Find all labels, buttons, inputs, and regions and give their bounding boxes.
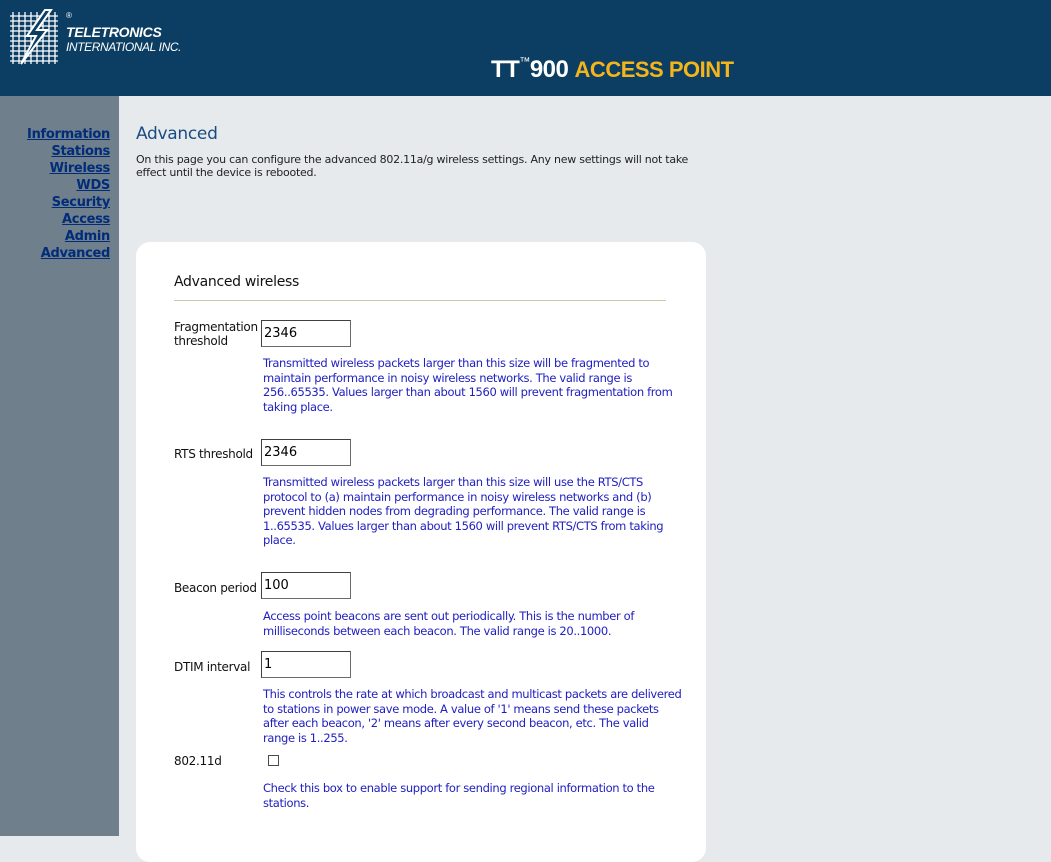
main-content [119,96,1051,836]
panel-divider [174,300,666,301]
sidebar-item-stations[interactable]: Stations [51,144,110,159]
product-number: 900 [529,56,569,83]
fragmentation-threshold-help: Transmitted wireless packets larger than this size will be fragmented to maintain performance in noisy wireless networks. The valid range is 256..65535. Values larger than about 1560 will prevent fragmentation from taking place. [263,356,673,414]
registered-mark: ® [66,11,72,20]
dot11d-label: 802.11d [174,754,222,768]
rts-threshold-help: Transmitted wireless packets larger than this size will use the RTS/CTS protocol to (a) maintain performance in noisy wireless networks and (b) prevent hidden nodes from degrading performance. The valid range is 1..65535. Values larger than about 1560 will prevent RTS/CTS from taking place. [263,475,664,547]
product-name: ACCESS POINT [574,57,734,82]
dtim-interval-label: DTIM interval [174,660,251,674]
fragmentation-threshold-label-line1: Fragmentation [174,320,258,334]
dot11d-checkbox[interactable] [268,755,279,766]
sidebar-item-advanced[interactable]: Advanced [40,246,110,261]
header-bar [0,0,1051,96]
beacon-period-input[interactable] [261,572,351,599]
sidebar-item-admin[interactable]: Admin [64,229,110,244]
brand-name: TELETRONICS [66,24,162,40]
product-trademark: ™ [519,56,530,68]
dtim-interval-help: This controls the rate at which broadcast and multicast packets are delivered to stations in power save mode. A value of '1' means send these packets after each beacon, '2' means after every second beacon, etc. The valid range is 1..255. [263,687,682,745]
panel-title: Advanced wireless [174,274,299,290]
dot11d-help: Check this box to enable support for sending regional information to the stations. [263,781,655,810]
beacon-period-help: Access point beacons are sent out periodically. This is the number of milliseconds between each beacon. The valid range is 20..1000. [263,609,635,638]
page-title: Advanced [136,124,218,144]
sidebar-item-wds[interactable]: WDS [76,178,110,193]
advanced-wireless-panel [136,242,706,862]
sidebar-nav [27,126,110,262]
product-title [491,56,734,84]
fragmentation-threshold-input[interactable] [261,320,351,347]
product-model: TT [491,56,520,83]
fragmentation-threshold-label-line2: threshold [174,334,228,348]
sidebar-item-wireless[interactable]: Wireless [49,161,110,176]
sidebar [0,96,119,836]
beacon-period-label: Beacon period [174,581,257,595]
page-description: On this page you can configure the advanced 802.11a/g wireless settings. Any new settings will not take effect until the device is rebooted. [136,153,689,179]
brand-subtitle: INTERNATIONAL INC. [66,40,182,54]
rts-threshold-input[interactable] [261,439,351,466]
dtim-interval-input[interactable] [261,651,351,678]
sidebar-item-access[interactable]: Access [62,212,110,227]
fragmentation-threshold-label [174,320,258,348]
sidebar-item-information[interactable]: Information [27,127,110,142]
teletronics-logo-icon [7,6,61,66]
sidebar-item-security[interactable]: Security [51,195,110,210]
rts-threshold-label: RTS threshold [174,447,253,461]
